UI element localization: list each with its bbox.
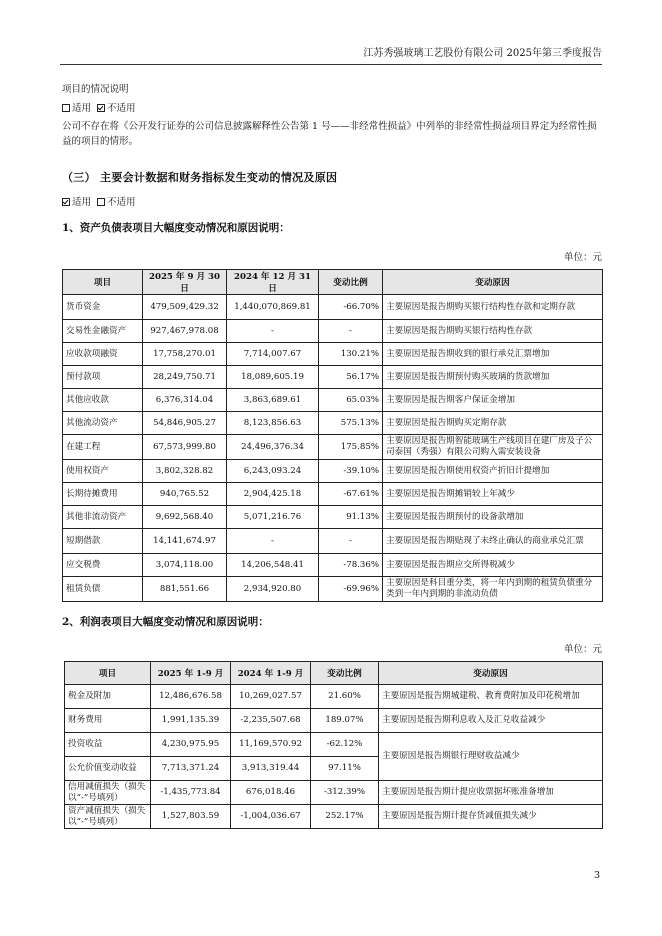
table-row (63, 389, 603, 412)
cell-item: 其他非流动资产 (63, 506, 143, 529)
table-row (63, 554, 603, 577)
cell-previous: 18,089,605.19 (227, 366, 319, 389)
table-row (63, 577, 603, 602)
cell-item: 其他应收款 (63, 389, 143, 412)
cell-current: 17,758,270.01 (143, 343, 227, 366)
col-header-change-ratio: 变动比例 (311, 662, 379, 685)
income-statement-table (64, 661, 603, 829)
applicable-label: 适用 (72, 103, 92, 114)
not-applicable-checkbox-unchecked (97, 198, 105, 206)
cell-item: 预付款项 (63, 366, 143, 389)
cell-item: 租赁负债 (63, 577, 143, 602)
cell-previous: -1,004,036.67 (231, 805, 311, 829)
cell-previous: 676,018.46 (231, 781, 311, 805)
cell-current: -1,435,773.84 (151, 781, 231, 805)
cell-current: 12,486,676.58 (151, 685, 231, 709)
not-applicable-label: 不适用 (107, 197, 136, 208)
cell-previous: 8,123,856.63 (227, 412, 319, 435)
cell-current: 1,991,135.39 (151, 709, 231, 733)
cell-current: 3,802,328.82 (143, 460, 227, 483)
section3-title: （三） 主要会计数据和财务指标发生变动的情况及原因 (62, 171, 338, 184)
cell-item: 应收款项融资 (63, 343, 143, 366)
cell-ratio: 252.17% (311, 805, 379, 829)
cell-reason: 主要原因是报告期计提应收票据坏账准备增加 (379, 781, 603, 805)
cell-item: 公允价值变动收益 (65, 757, 151, 781)
col-header-reason: 变动原因 (383, 270, 603, 295)
cell-previous: 24,496,376.34 (227, 435, 319, 460)
cell-item: 财务费用 (65, 709, 151, 733)
col-header-previous: 2024 年 1-9 月 (231, 662, 311, 685)
cell-previous: 1,440,070,869.81 (227, 295, 319, 320)
cell-item: 其他流动资产 (63, 412, 143, 435)
cell-previous: 11,169,570.92 (231, 733, 311, 757)
cell-ratio: 56.17% (319, 366, 383, 389)
cell-current: 881,551.66 (143, 577, 227, 602)
cell-previous: - (227, 529, 319, 554)
cell-current: 7,713,371.24 (151, 757, 231, 781)
cell-reason: 主要原因是报告期预付的设备款增加 (383, 506, 603, 529)
cell-item: 在建工程 (63, 435, 143, 460)
cell-item: 投资收益 (65, 733, 151, 757)
cell-reason: 主要原因是报告期购买定期存款 (383, 412, 603, 435)
cell-ratio: 97.11% (311, 757, 379, 781)
table-row (65, 805, 603, 829)
cell-item: 货币资金 (63, 295, 143, 320)
cell-ratio: -66.70% (319, 295, 383, 320)
cell-reason: 主要原因是报告期使用权资产折旧计提增加 (383, 460, 603, 483)
cell-ratio: - (319, 529, 383, 554)
table-row (63, 343, 603, 366)
table-row (65, 685, 603, 709)
table-row (63, 529, 603, 554)
cell-previous: -2,235,507.68 (231, 709, 311, 733)
page-number: 3 (593, 870, 600, 881)
cell-ratio: 65.03% (319, 389, 383, 412)
cell-reason: 主要原因是科目重分类，将一年内到期的租赁负债重分类到一年内到期的非流动负债 (383, 577, 603, 602)
col-header-current: 2025 年 9 月 30 日 (143, 270, 227, 295)
nonrecurring-checkbox-row (62, 101, 602, 116)
cell-current: 28,249,750.71 (143, 366, 227, 389)
cell-reason: 主要原因是报告期摊销较上年减少 (383, 483, 603, 506)
cell-item: 短期借款 (63, 529, 143, 554)
table-row (63, 435, 603, 460)
cell-current: 3,074,118.00 (143, 554, 227, 577)
cell-current: 14,141,674.97 (143, 529, 227, 554)
profit-unit: 单位：元 (563, 644, 602, 655)
page-content (62, 82, 602, 829)
cell-item: 交易性金融资产 (63, 320, 143, 343)
cell-ratio: - (319, 320, 383, 343)
cell-previous: 2,904,425.18 (227, 483, 319, 506)
balance-unit: 单位：元 (563, 252, 602, 263)
cell-reason-merged: 主要原因是报告期银行理财收益减少 (379, 733, 603, 781)
cell-previous: 3,863,689.61 (227, 389, 319, 412)
table-row (63, 366, 603, 389)
explain-label: 项目的情况说明 (62, 84, 129, 95)
table-row (65, 781, 603, 805)
table-row (63, 295, 603, 320)
cell-ratio: 575.13% (319, 412, 383, 435)
cell-ratio: -62.12% (311, 733, 379, 757)
cell-item: 信用减值损失（损失以“-”号填列） (65, 781, 151, 805)
cell-item: 应交税费 (63, 554, 143, 577)
col-header-change-ratio: 变动比例 (319, 270, 383, 295)
cell-reason: 主要原因是报告期贴现了未终止确认的商业承兑汇票 (383, 529, 603, 554)
balance-sheet-title: 1、资产负债表项目大幅度变动情况和原因说明： (62, 222, 290, 234)
cell-reason: 主要原因是报告期智能玻璃生产线项目在建厂房及子公司泰国（秀强）有限公司购入需安装设备 (383, 435, 603, 460)
cell-item: 长期待摊费用 (63, 483, 143, 506)
cell-reason: 主要原因是报告期城建税、教育费附加及印花税增加 (379, 685, 603, 709)
col-header-item: 项目 (65, 662, 151, 685)
cell-item: 税金及附加 (65, 685, 151, 709)
nonrecurring-statement: 公司不存在将《公开发行证券的公司信息披露解释性公告第 1 号——非经常性损益》中列举的非经常性损益项目界定为经常性损益的项目的情形。 (62, 121, 597, 147)
cell-ratio: -312.39% (311, 781, 379, 805)
cell-ratio: 189.07% (311, 709, 379, 733)
cell-reason: 主要原因是报告期预付购买玻璃的货款增加 (383, 366, 603, 389)
cell-current: 4,230,975.95 (151, 733, 231, 757)
cell-previous: 2,934,920.80 (227, 577, 319, 602)
applicable-label: 适用 (72, 197, 92, 208)
applicable-checkbox-unchecked (62, 104, 70, 112)
cell-current: 9,692,568.40 (143, 506, 227, 529)
table-row (63, 483, 603, 506)
cell-ratio: -78.36% (319, 554, 383, 577)
cell-ratio: -39.10% (319, 460, 383, 483)
cell-previous: 10,269,027.57 (231, 685, 311, 709)
cell-item: 资产减值损失（损失以“-”号填列） (65, 805, 151, 829)
cell-previous: 7,714,007.67 (227, 343, 319, 366)
page-header (60, 44, 602, 65)
col-header-item: 项目 (63, 270, 143, 295)
cell-current: 1,527,803.59 (151, 805, 231, 829)
table-header-row (65, 662, 603, 685)
col-header-current: 2025 年 1-9 月 (151, 662, 231, 685)
cell-current: 479,509,429.32 (143, 295, 227, 320)
applicable-checkbox-checked (62, 198, 70, 206)
cell-reason: 主要原因是报告期计提存货减值损失减少 (379, 805, 603, 829)
table-row (63, 460, 603, 483)
income-statement-title: 2、利润表项目大幅度变动情况和原因说明： (62, 616, 269, 628)
cell-current: 6,376,314.04 (143, 389, 227, 412)
cell-reason: 主要原因是报告期收到的银行承兑汇票增加 (383, 343, 603, 366)
not-applicable-label: 不适用 (107, 103, 136, 114)
cell-current: 54,846,905.27 (143, 412, 227, 435)
table-row (63, 506, 603, 529)
cell-previous: 3,913,319.44 (231, 757, 311, 781)
cell-previous: 6,243,093.24 (227, 460, 319, 483)
cell-reason: 主要原因是报告期利息收入及汇兑收益减少 (379, 709, 603, 733)
cell-ratio: 91.13% (319, 506, 383, 529)
col-header-previous: 2024 年 12 月 31 日 (227, 270, 319, 295)
col-header-reason: 变动原因 (379, 662, 603, 685)
cell-ratio: 130.21% (319, 343, 383, 366)
cell-previous: - (227, 320, 319, 343)
section3-checkbox-row (62, 195, 602, 210)
cell-ratio: 21.60% (311, 685, 379, 709)
header-company-report: 江苏秀强玻璃工艺股份有限公司 2025年第三季度报告 (363, 48, 602, 59)
table-row (63, 320, 603, 343)
table-row (65, 709, 603, 733)
cell-item: 使用权资产 (63, 460, 143, 483)
cell-ratio: -67.61% (319, 483, 383, 506)
cell-ratio: 175.85% (319, 435, 383, 460)
table-row (63, 412, 603, 435)
table-row (65, 733, 603, 757)
not-applicable-checkbox-checked (97, 104, 105, 112)
cell-current: 940,765.52 (143, 483, 227, 506)
cell-reason: 主要原因是报告期客户保证金增加 (383, 389, 603, 412)
cell-reason: 主要原因是报告期购买银行结构性存款和定期存款 (383, 295, 603, 320)
balance-sheet-table (62, 269, 603, 602)
cell-reason: 主要原因是报告期应交所得税减少 (383, 554, 603, 577)
table-header-row (63, 270, 603, 295)
cell-previous: 14,206,548.41 (227, 554, 319, 577)
cell-current: 927,467,978.08 (143, 320, 227, 343)
cell-ratio: -69.96% (319, 577, 383, 602)
cell-previous: 5,071,216.76 (227, 506, 319, 529)
cell-reason: 主要原因是报告期购买银行结构性存款 (383, 320, 603, 343)
cell-current: 67,573,999.80 (143, 435, 227, 460)
